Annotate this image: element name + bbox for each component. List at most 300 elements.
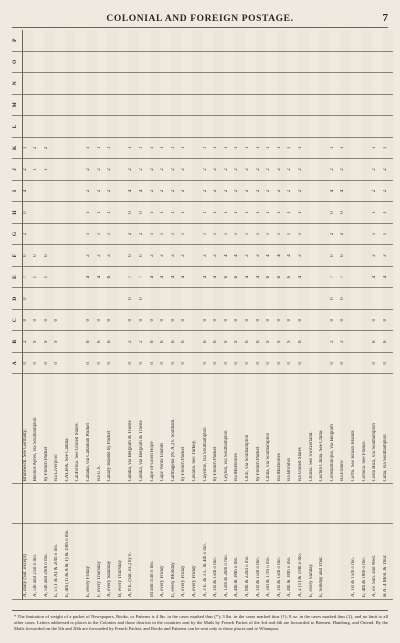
table-cell: 0 bbox=[340, 352, 351, 374]
table-cell: 1 bbox=[213, 137, 224, 159]
table-cell: 1 bbox=[277, 202, 288, 224]
table-cell: 2 bbox=[298, 245, 309, 267]
table-cell: 0 bbox=[277, 352, 288, 374]
table-cell bbox=[362, 51, 373, 73]
table-cell bbox=[319, 159, 330, 181]
table-cell: 0 bbox=[150, 309, 161, 331]
table-row bbox=[372, 30, 383, 600]
table-cell bbox=[181, 30, 192, 51]
table-cell bbox=[245, 94, 256, 116]
table-cell bbox=[330, 94, 341, 116]
table-cell: 0 bbox=[181, 309, 192, 331]
table-cell: 2 bbox=[383, 245, 394, 267]
table-cell bbox=[340, 51, 351, 73]
table-cell bbox=[118, 159, 129, 181]
table-cell bbox=[160, 30, 171, 51]
table-cell bbox=[86, 30, 97, 51]
table-cell bbox=[234, 30, 245, 51]
table-cell bbox=[362, 288, 373, 310]
table-cell: 0 bbox=[44, 309, 55, 331]
table-cell: 6 bbox=[171, 331, 182, 353]
table-cell bbox=[340, 94, 351, 116]
table-row bbox=[383, 30, 394, 600]
table-cell: via Marseilles bbox=[234, 374, 245, 484]
table-cell bbox=[319, 180, 330, 202]
table-cell bbox=[309, 159, 320, 181]
table-cell bbox=[160, 116, 171, 138]
table-row bbox=[245, 30, 256, 600]
table-cell bbox=[97, 116, 108, 138]
table-cell: 2 bbox=[234, 180, 245, 202]
table-cell: 4 bbox=[160, 266, 171, 288]
table-cell: 2 bbox=[128, 331, 139, 353]
table-cell bbox=[319, 245, 330, 267]
table-cell: by French Packet bbox=[181, 374, 192, 484]
table-cell: 4 bbox=[298, 266, 309, 288]
table-cell bbox=[192, 266, 203, 288]
table-cell: 6 bbox=[224, 266, 235, 288]
table-row bbox=[213, 30, 224, 600]
table-cell bbox=[118, 202, 129, 224]
table-cell: by French Packet bbox=[44, 374, 55, 484]
table-cell bbox=[362, 73, 373, 95]
table-cell: 0 bbox=[213, 309, 224, 331]
table-row bbox=[181, 30, 192, 600]
table-cell: A, every Friday bbox=[192, 524, 203, 600]
table-cell: 2 bbox=[245, 245, 256, 267]
table-cell: 0 bbox=[245, 309, 256, 331]
table-cell: 0 bbox=[287, 352, 298, 374]
table-cell bbox=[181, 288, 192, 310]
table-cell: 0 bbox=[340, 309, 351, 331]
table-cell bbox=[65, 73, 76, 95]
table-cell bbox=[319, 309, 330, 331]
table-cell bbox=[192, 288, 203, 310]
table-cell: 0 bbox=[203, 309, 214, 331]
table-cell: 1 bbox=[97, 137, 108, 159]
table-cell: 1 bbox=[372, 137, 383, 159]
table-cell bbox=[44, 288, 55, 310]
table-cell: 1 bbox=[97, 202, 108, 224]
table-cell: 0 bbox=[139, 288, 150, 310]
table-cell: 4 bbox=[383, 266, 394, 288]
table-cell bbox=[181, 484, 192, 524]
table-cell: 1 bbox=[150, 137, 161, 159]
table-cell: A, 4th & 18th o mo. bbox=[234, 524, 245, 600]
table-cell: 2 bbox=[287, 159, 298, 181]
table-cell: 1 bbox=[213, 202, 224, 224]
table-cell bbox=[23, 30, 34, 51]
table-cell bbox=[298, 116, 309, 138]
table-cell bbox=[351, 266, 362, 288]
column-header bbox=[12, 524, 23, 600]
table-row bbox=[362, 30, 373, 600]
table-cell: 0 bbox=[128, 352, 139, 374]
table-cell: 9 bbox=[234, 331, 245, 353]
table-cell: 0 bbox=[86, 309, 97, 331]
table-cell bbox=[33, 202, 44, 224]
table-cell bbox=[245, 73, 256, 95]
table-row bbox=[118, 30, 129, 600]
column-header: C bbox=[12, 309, 23, 331]
table-cell: 1 bbox=[277, 223, 288, 245]
table-cell: 6 bbox=[181, 331, 192, 353]
table-cell bbox=[54, 245, 65, 267]
table-cell bbox=[33, 288, 44, 310]
table-row bbox=[319, 30, 330, 600]
table-cell bbox=[192, 30, 203, 51]
table-cell bbox=[362, 245, 373, 267]
table-cell: 1 bbox=[107, 202, 118, 224]
table-cell bbox=[309, 266, 320, 288]
table-cell bbox=[23, 73, 34, 95]
table-cell bbox=[33, 73, 44, 95]
table-cell bbox=[181, 94, 192, 116]
table-cell: Costa Rica, via Southampton bbox=[372, 374, 383, 484]
table-cell: 2 bbox=[150, 245, 161, 267]
table-cell: Canary Islands by Packet bbox=[107, 374, 118, 484]
table-cell bbox=[224, 288, 235, 310]
table-cell bbox=[160, 73, 171, 95]
table-row bbox=[33, 30, 44, 600]
table-cell: A, 8 E. (Sat. ex.) by F. bbox=[128, 524, 139, 600]
table-cell: 1 bbox=[86, 202, 97, 224]
table-cell bbox=[118, 73, 129, 95]
table-cell: 0 bbox=[33, 352, 44, 374]
table-cell: 2 bbox=[107, 245, 118, 267]
table-cell bbox=[181, 116, 192, 138]
table-cell: A, every Friday bbox=[181, 524, 192, 600]
table-cell bbox=[203, 116, 214, 138]
table-cell: 1 bbox=[383, 223, 394, 245]
column-header bbox=[12, 484, 23, 524]
table-cell bbox=[234, 484, 245, 524]
table-cell bbox=[171, 73, 182, 95]
column-header: H bbox=[12, 202, 23, 224]
table-cell: 2 bbox=[277, 159, 288, 181]
table-cell bbox=[139, 524, 150, 600]
table-cell: 2 bbox=[86, 159, 97, 181]
table-cell bbox=[160, 288, 171, 310]
table-cell bbox=[372, 51, 383, 73]
table-row bbox=[97, 30, 108, 600]
table-cell: 4 bbox=[234, 245, 245, 267]
table-cell bbox=[319, 73, 330, 95]
table-cell bbox=[118, 51, 129, 73]
table-cell: 9 bbox=[287, 331, 298, 353]
table-row bbox=[86, 30, 97, 600]
table-cell bbox=[266, 94, 277, 116]
table-cell bbox=[75, 484, 86, 524]
table-cell: 0 bbox=[128, 245, 139, 267]
table-cell bbox=[23, 94, 34, 116]
table-cell: Buenos Ayres, via Southampton bbox=[33, 374, 44, 484]
table-cell bbox=[298, 51, 309, 73]
table-cell: 2 bbox=[203, 245, 214, 267]
table-cell: 0 bbox=[224, 352, 235, 374]
table-cell bbox=[351, 245, 362, 267]
table-cell bbox=[75, 266, 86, 288]
table-cell bbox=[351, 309, 362, 331]
table-cell bbox=[75, 94, 86, 116]
table-cell: 1 bbox=[86, 223, 97, 245]
table-cell: 1 bbox=[128, 137, 139, 159]
table-cell: 4 bbox=[287, 245, 298, 267]
table-cell: 2 bbox=[234, 159, 245, 181]
table-cell: 1 bbox=[107, 223, 118, 245]
table-cell bbox=[340, 116, 351, 138]
table-cell bbox=[309, 180, 320, 202]
table-cell bbox=[224, 94, 235, 116]
table-cell bbox=[65, 223, 76, 245]
table-cell: 0 bbox=[181, 352, 192, 374]
table-cell bbox=[351, 202, 362, 224]
table-cell bbox=[33, 223, 44, 245]
column-header: L bbox=[12, 116, 23, 138]
table-cell: 0 bbox=[54, 352, 65, 374]
table-cell bbox=[351, 484, 362, 524]
table-cell bbox=[383, 116, 394, 138]
table-cell: 1 bbox=[224, 223, 235, 245]
table-cell: Ist and 15th o mo. bbox=[150, 524, 161, 600]
table-cell bbox=[330, 51, 341, 73]
table-cell bbox=[44, 180, 55, 202]
table-cell bbox=[139, 116, 150, 138]
table-cell bbox=[309, 202, 320, 224]
table-cell bbox=[128, 73, 139, 95]
table-cell bbox=[107, 116, 118, 138]
column-header: B bbox=[12, 331, 23, 353]
table-cell: 2 bbox=[203, 180, 214, 202]
table-cell: 2 bbox=[171, 180, 182, 202]
table-cell bbox=[150, 116, 161, 138]
table-cell: 1 bbox=[203, 223, 214, 245]
table-cell bbox=[192, 51, 203, 73]
table-cell bbox=[65, 94, 76, 116]
table-cell bbox=[65, 352, 76, 374]
table-cell: 7 bbox=[128, 266, 139, 288]
table-cell: 0 bbox=[107, 352, 118, 374]
table-cell: Cuba, via Southampton bbox=[383, 374, 394, 484]
table-cell bbox=[192, 484, 203, 524]
table-cell: 2 bbox=[171, 245, 182, 267]
table-cell bbox=[44, 51, 55, 73]
table-cell: 2 bbox=[256, 180, 267, 202]
table-cell: 2 bbox=[203, 159, 214, 181]
table-cell: A, 1st & 15th o mo. bbox=[213, 524, 224, 600]
table-cell bbox=[44, 73, 55, 95]
table-cell: 2 bbox=[256, 159, 267, 181]
table-cell bbox=[97, 484, 108, 524]
table-cell bbox=[192, 202, 203, 224]
table-cell bbox=[319, 51, 330, 73]
table-cell: 2 bbox=[245, 159, 256, 181]
table-cell bbox=[330, 116, 341, 138]
table-cell bbox=[107, 30, 118, 51]
table-cell: 4 bbox=[203, 266, 214, 288]
table-cell bbox=[54, 116, 65, 138]
table-row bbox=[128, 30, 139, 600]
table-cell bbox=[97, 94, 108, 116]
table-cell bbox=[234, 73, 245, 95]
table-cell bbox=[319, 266, 330, 288]
table-cell: 2 bbox=[86, 245, 97, 267]
column-header: F bbox=[12, 245, 23, 267]
table-cell: Cape Verde Islands bbox=[160, 374, 171, 484]
table-cell: 2 bbox=[372, 159, 383, 181]
table-cell bbox=[383, 73, 394, 95]
table-cell: 1 bbox=[160, 137, 171, 159]
table-cell: 2 bbox=[128, 159, 139, 181]
table-cell: 0 bbox=[139, 245, 150, 267]
table-cell bbox=[86, 73, 97, 95]
table-cell bbox=[97, 73, 108, 95]
table-cell bbox=[351, 73, 362, 95]
table-cell bbox=[287, 94, 298, 116]
table-cell: 2 bbox=[86, 180, 97, 202]
table-cell: 1 bbox=[266, 202, 277, 224]
table-cell bbox=[224, 30, 235, 51]
table-cell: 0 bbox=[298, 309, 309, 331]
table-cell: 1 bbox=[256, 223, 267, 245]
table-cell bbox=[139, 51, 150, 73]
table-cell: 0 bbox=[33, 245, 44, 267]
table-cell: 2 bbox=[139, 159, 150, 181]
table-cell: 1 bbox=[213, 223, 224, 245]
table-cell: 6 bbox=[287, 266, 298, 288]
table-cell: via Liverpool bbox=[54, 374, 65, 484]
table-cell bbox=[75, 288, 86, 310]
table-cell bbox=[383, 288, 394, 310]
table-cell: 6 bbox=[256, 331, 267, 353]
table-cell: 2 bbox=[213, 245, 224, 267]
table-cell bbox=[234, 94, 245, 116]
table-cell: 2 bbox=[287, 180, 298, 202]
table-cell bbox=[86, 94, 97, 116]
table-cell bbox=[351, 30, 362, 51]
table-cell bbox=[54, 266, 65, 288]
table-cell bbox=[75, 352, 86, 374]
table-cell: 0 bbox=[23, 202, 34, 224]
table-cell: via U.S. bbox=[97, 374, 108, 484]
table-cell: 2 bbox=[33, 137, 44, 159]
table-cell: 1 bbox=[160, 202, 171, 224]
table-cell: 4 bbox=[245, 266, 256, 288]
table-cell: 2 bbox=[160, 180, 171, 202]
table-cell bbox=[266, 116, 277, 138]
table-cell: 1 bbox=[33, 159, 44, 181]
table-cell bbox=[33, 180, 44, 202]
table-cell: 2 bbox=[139, 331, 150, 353]
table-cell: 0 bbox=[128, 288, 139, 310]
table-cell bbox=[192, 116, 203, 138]
table-row bbox=[287, 30, 298, 600]
table-cell bbox=[277, 288, 288, 310]
table-row bbox=[150, 30, 161, 600]
table-cell: 7 bbox=[340, 266, 351, 288]
table-cell: Ceylon, via Southampton bbox=[224, 374, 235, 484]
table-cell: 1 bbox=[44, 266, 55, 288]
table-cell: by French Packet bbox=[256, 374, 267, 484]
table-cell bbox=[234, 288, 245, 310]
table-row bbox=[107, 30, 118, 600]
table-row bbox=[192, 30, 203, 600]
column-header: D bbox=[12, 288, 23, 310]
table-cell: 0 bbox=[330, 245, 341, 267]
table-cell bbox=[362, 94, 373, 116]
table-cell: 1 bbox=[171, 223, 182, 245]
table-cell bbox=[128, 484, 139, 524]
table-cell bbox=[266, 51, 277, 73]
table-cell bbox=[319, 331, 330, 353]
table-cell bbox=[107, 484, 118, 524]
table-cell bbox=[150, 73, 161, 95]
table-cell: 0 bbox=[128, 309, 139, 331]
table-cell: 0 bbox=[256, 352, 267, 374]
table-cell bbox=[351, 116, 362, 138]
table-cell bbox=[213, 94, 224, 116]
table-cell bbox=[203, 484, 214, 524]
table-cell bbox=[372, 94, 383, 116]
table-cell: 1 bbox=[256, 137, 267, 159]
table-cell: 6 bbox=[245, 331, 256, 353]
table-cell bbox=[309, 309, 320, 331]
table-cell: 0 bbox=[266, 309, 277, 331]
table-cell: 2 bbox=[372, 180, 383, 202]
table-cell bbox=[54, 94, 65, 116]
table-cell: 2 bbox=[97, 180, 108, 202]
table-cell bbox=[287, 288, 298, 310]
table-cell: 4 bbox=[128, 180, 139, 202]
table-cell bbox=[118, 288, 129, 310]
table-cell bbox=[65, 202, 76, 224]
table-cell: 2 bbox=[44, 137, 55, 159]
table-cell bbox=[86, 51, 97, 73]
table-cell: 1 bbox=[150, 223, 161, 245]
table-cell: 6 bbox=[298, 331, 309, 353]
table-cell: 0 bbox=[330, 288, 341, 310]
table-cell bbox=[372, 73, 383, 95]
table-cell bbox=[287, 116, 298, 138]
table-cell bbox=[287, 30, 298, 51]
table-cell: 7 bbox=[139, 266, 150, 288]
table-cell: 1 bbox=[171, 202, 182, 224]
table-cell: A, 5th and 20th o mo. bbox=[44, 524, 55, 600]
table-cell: 2 bbox=[245, 180, 256, 202]
table-row bbox=[44, 30, 55, 600]
table-cell: 2 bbox=[330, 223, 341, 245]
table-cell bbox=[309, 223, 320, 245]
table-cell bbox=[372, 288, 383, 310]
table-cell bbox=[298, 73, 309, 95]
table-cell: 4 bbox=[86, 266, 97, 288]
table-cell: via France bbox=[340, 374, 351, 484]
table-cell: A, daily (Sat. except) bbox=[23, 524, 34, 600]
table-cell bbox=[75, 524, 86, 600]
table-cell: F, every Thursday bbox=[97, 524, 108, 600]
table-cell bbox=[362, 116, 373, 138]
table-cell: 1 bbox=[287, 202, 298, 224]
table-cell: 0 bbox=[139, 309, 150, 331]
table-cell: 1 bbox=[160, 223, 171, 245]
table-cell: 1 bbox=[372, 223, 383, 245]
table-cell: 2 bbox=[340, 223, 351, 245]
table-cell: 1 bbox=[97, 223, 108, 245]
table-cell bbox=[107, 94, 118, 116]
table-cell: 1 bbox=[224, 137, 235, 159]
table-cell: 0 bbox=[44, 245, 55, 267]
table-cell: 2 bbox=[181, 159, 192, 181]
